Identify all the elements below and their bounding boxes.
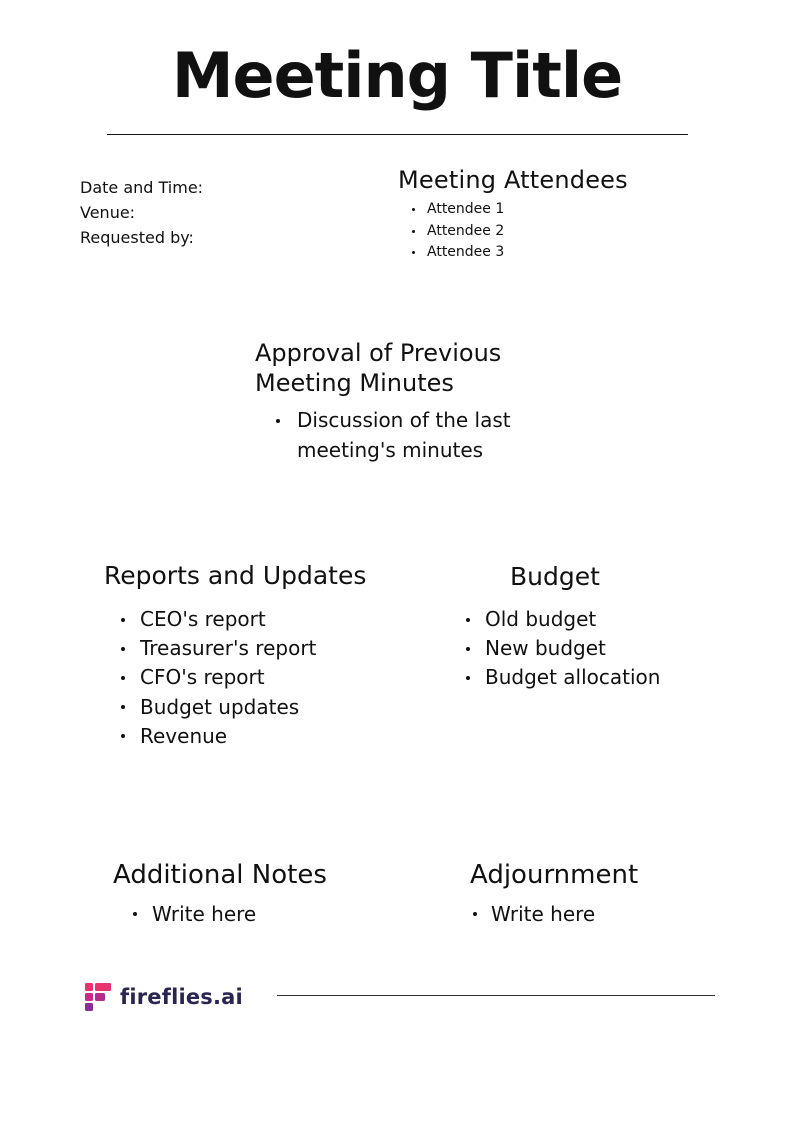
fireflies-logo	[85, 983, 243, 1011]
footer-divider	[277, 995, 715, 996]
date-time-label: Date and Time:	[80, 178, 204, 197]
adjournment-list	[491, 900, 595, 928]
attendees-list	[427, 199, 504, 264]
fireflies-logo-icon	[85, 983, 111, 1011]
note-item: Write here	[152, 902, 257, 926]
attendee-item: Attendee 3	[427, 242, 504, 264]
title-divider	[107, 134, 688, 135]
additional-notes-heading: Additional Notes	[113, 860, 327, 890]
attendee-item: Attendee 2	[427, 221, 504, 243]
report-item: CEO's report	[140, 605, 316, 634]
budget-item: Old budget	[485, 605, 660, 634]
venue-label: Venue:	[80, 203, 136, 222]
report-item: Revenue	[140, 722, 316, 751]
budget-item: Budget allocation	[485, 663, 660, 692]
meeting-title: Meeting Title	[171, 39, 623, 112]
meeting-details	[80, 175, 203, 250]
reports-list	[140, 605, 316, 751]
attendee-item: Attendee 1	[427, 199, 504, 221]
adjournment-item: Write here	[491, 902, 596, 926]
reports-heading: Reports and Updates	[104, 561, 367, 590]
approval-heading-line1: Approval of Previous	[255, 339, 502, 367]
additional-notes-list	[152, 900, 256, 928]
budget-list	[485, 605, 660, 692]
approval-item: Discussion of the last meeting's minutes	[297, 405, 557, 465]
approval-heading	[255, 338, 555, 398]
requested-by-label: Requested by:	[80, 228, 194, 247]
fireflies-logo-text: fireflies.ai	[120, 985, 243, 1009]
report-item: Treasurer's report	[140, 634, 316, 663]
adjournment-heading: Adjournment	[470, 860, 639, 890]
approval-list	[297, 405, 557, 465]
attendees-heading: Meeting Attendees	[398, 166, 628, 194]
report-item: CFO's report	[140, 663, 316, 692]
report-item: Budget updates	[140, 693, 316, 722]
approval-heading-line2: Meeting Minutes	[255, 369, 454, 397]
budget-item: New budget	[485, 634, 660, 663]
budget-heading: Budget	[510, 562, 600, 591]
